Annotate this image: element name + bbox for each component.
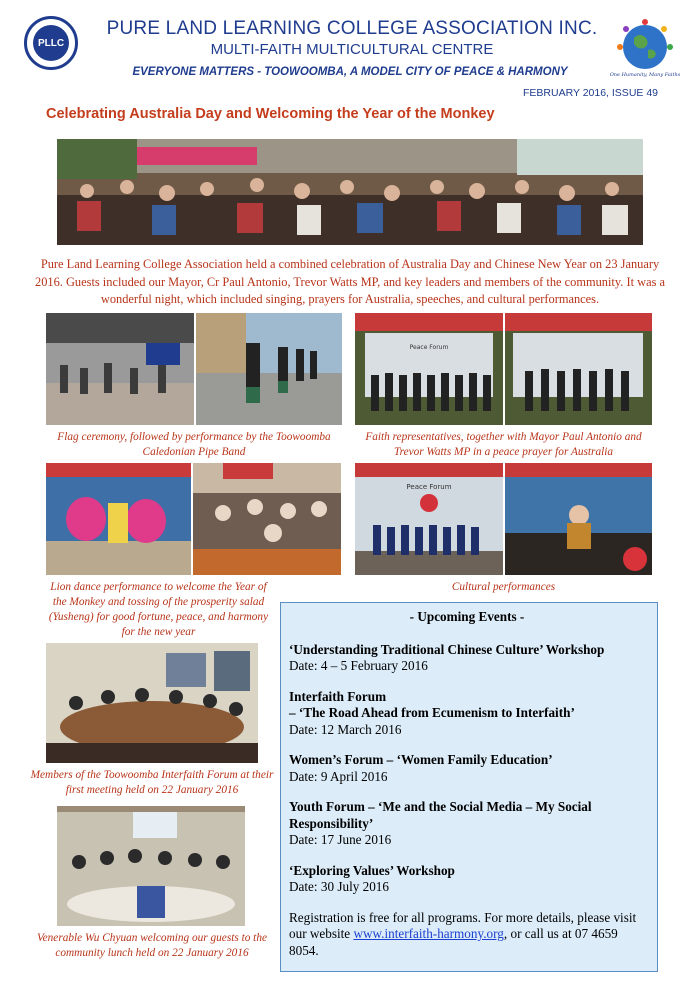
- college-logo-mark: PLLC: [33, 25, 69, 61]
- event-date: Date: 12 March 2016: [289, 721, 402, 737]
- caption-faith-representatives: Faith representatives, together with Mayor Paul Antonio and Trevor Watts MP in a peace prayer for Australia: [365, 431, 642, 458]
- peace-prayer-photo-right: [505, 313, 652, 425]
- event-item: [289, 642, 645, 675]
- pipe-band-photo: [196, 313, 342, 425]
- event-item: [289, 799, 645, 849]
- event-item: [289, 752, 645, 785]
- forum-banner-text-1: Peace Forum: [409, 344, 449, 351]
- one-humanity-logo: [609, 16, 681, 78]
- peace-prayer-photo-left: [355, 313, 503, 425]
- lion-dance-photo: [46, 463, 191, 575]
- celebration-hall-photo: [57, 139, 643, 245]
- article-headline: Celebrating Australia Day and Welcoming the Year of the Monkey: [46, 106, 495, 122]
- event-title: Women’s Forum – ‘Women Family Education’: [289, 752, 553, 767]
- event-item: [289, 863, 645, 896]
- one-humanity-logo-text: One Humanity, Many Faiths: [609, 72, 681, 78]
- article-intro: Pure Land Learning College Association held a combined celebration of Australia Day and Chinese New Year on 23 January 2016. Guests included our Mayor, Cr Paul Antonio, Trevor Watts MP, and key leaders and members of the community. It was a wonderful night, which included singing, prayers for Australia, speeches, and cultural performances.: [35, 257, 665, 306]
- cultural-performance-photo-left: [355, 463, 503, 575]
- event-title: ‘Exploring Values’ Workshop: [289, 862, 455, 878]
- event-title: Youth Forum – ‘Me and the Social Media – My Social Responsibility’: [289, 799, 592, 831]
- event-date: Date: 17 June 2016: [289, 832, 392, 847]
- college-logo: [24, 16, 78, 70]
- flag-ceremony-photo: [46, 313, 194, 425]
- caption-cultural-performances: Cultural performances: [451, 581, 556, 593]
- caption-lion-dance: Lion dance performance to welcome the Year of the Monkey and tossing of the prosperity salad (Yusheng) for good fortune, peace, and harmony for the new year: [48, 581, 269, 638]
- org-name: PURE LAND LEARNING COLLEGE ASSOCIATION INC.: [106, 18, 598, 39]
- registration-info: [289, 910, 645, 960]
- event-title: Interfaith Forum: [289, 688, 387, 704]
- event-date: Date: 30 July 2016: [289, 879, 389, 894]
- interfaith-forum-photo: [46, 643, 258, 763]
- registration-text: Registration is free for all programs. For more details, please visit our website: [289, 909, 637, 941]
- registration-contact: , or call us at 07 4659 8054.: [289, 926, 618, 958]
- event-item: [289, 689, 645, 739]
- website-link[interactable]: www.interfaith-harmony.org: [353, 926, 504, 941]
- forum-banner-text-2: Peace Forum: [406, 483, 452, 491]
- event-title: ‘Understanding Traditional Chinese Culture’ Workshop: [289, 641, 605, 657]
- caption-flag-ceremony: Flag ceremony, followed by performance by the Toowoomba Caledonian Pipe Band: [57, 431, 331, 458]
- tagline: EVERYONE MATTERS - TOOWOOMBA, A MODEL CITY OF PEACE & HARMONY: [132, 66, 568, 78]
- event-subtitle: – ‘The Road Ahead from Ecumenism to Interfaith’: [289, 705, 575, 720]
- event-date: Date: 9 April 2016: [289, 768, 388, 784]
- community-lunch-photo: [57, 806, 245, 926]
- yusheng-tossing-photo: [193, 463, 341, 575]
- caption-interfaith-forum: Members of the Toowoomba Interfaith Forum at their first meeting held on 22 January 2016: [30, 769, 274, 796]
- caption-community-lunch: Venerable Wu Chyuan welcoming our guests to the community lunch held on 22 January 2016: [37, 932, 267, 959]
- org-subtitle: MULTI-FAITH MULTICULTURAL CENTRE: [210, 41, 494, 58]
- events-heading: - Upcoming Events -: [409, 609, 525, 624]
- event-date: Date: 4 – 5 February 2016: [289, 658, 428, 673]
- issue-date: FEBRUARY 2016, ISSUE 49: [522, 87, 658, 99]
- cultural-performance-photo-right: [505, 463, 652, 575]
- upcoming-events-box: [280, 602, 658, 972]
